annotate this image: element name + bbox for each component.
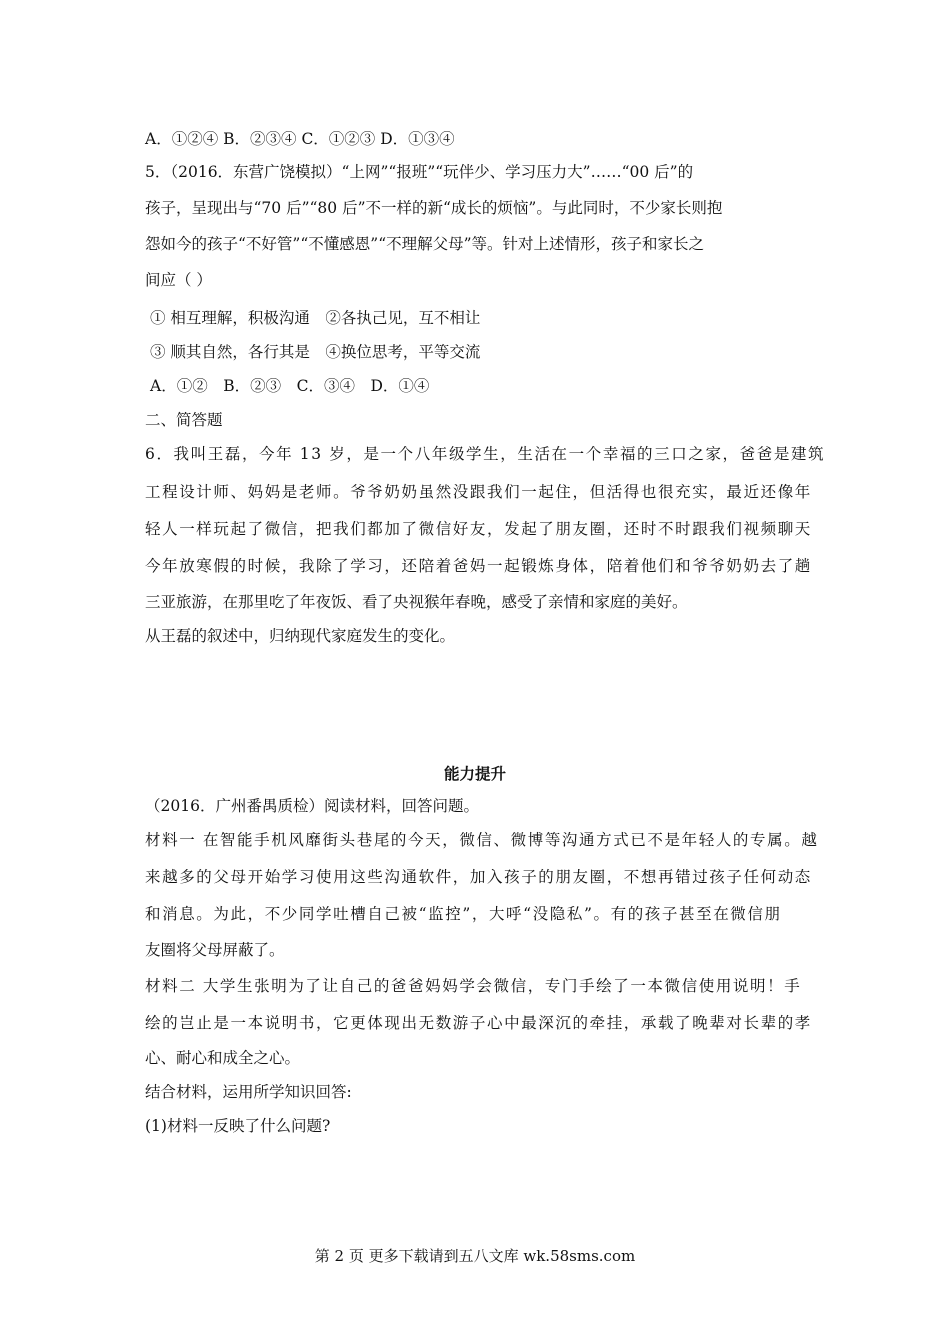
material-2-line-3: 心、耐心和成全之心。 bbox=[145, 1049, 301, 1067]
material-1-line-1: 材料一 在智能手机风靡街头巷尾的今天，微信、微博等沟通方式已不是年轻人的专属。越 bbox=[145, 831, 819, 849]
q6-question: 从王磊的叙述中，归纳现代家庭发生的变化。 bbox=[145, 627, 456, 645]
q6-line-1: 6．我叫王磊，今年 13 岁，是一个八年级学生，生活在一个幸福的三口之家，爸爸是建筑 bbox=[145, 445, 826, 463]
material-source: （2016．广州番禺质检）阅读材料，回答问题。 bbox=[145, 797, 479, 815]
material-1-line-2: 来越多的父母开始学习使用这些沟通软件，加入孩子的朋友圈，不想再错过孩子任何动态 bbox=[145, 868, 812, 886]
q5-item-1: ① 相互理解，积极沟通 ②各执己见，互不相让 bbox=[150, 309, 481, 327]
q6-line-4: 今年放寒假的时候，我除了学习，还陪着爸妈一起锻炼身体，陪着他们和爷爷奶奶去了趟 bbox=[145, 557, 812, 575]
page-footer: 第 2 页 更多下载请到五八文库 wk.58sms.com bbox=[314, 1247, 636, 1265]
material-2-line-2: 绘的岂止是一本说明书，它更体现出无数游子心中最深沉的牵挂，承载了晚辈对长辈的孝 bbox=[145, 1014, 812, 1032]
section-title-ability: 能力提升 bbox=[443, 764, 506, 783]
q4-options: A．①②④ B．②③④ C．①②③ D．①③④ bbox=[145, 130, 455, 148]
material-2-line-1: 材料二 大学生张明为了让自己的爸爸妈妈学会微信，专门手绘了一本微信使用说明！手 bbox=[145, 977, 802, 995]
q6-line-3: 轻人一样玩起了微信，把我们都加了微信好友，发起了朋友圈，还时不时跟我们视频聊天 bbox=[145, 520, 812, 538]
q5-line-3: 怨如今的孩子“不好管”“不懂感恩”“不理解父母”等。针对上述情形，孩子和家长之 bbox=[145, 235, 705, 253]
q5-line-4: 间应（ ） bbox=[145, 271, 212, 289]
section-heading-short-answer: 二、简答题 bbox=[145, 411, 223, 429]
question-1: (1)材料一反映了什么问题? bbox=[145, 1117, 331, 1135]
material-1-line-4: 友圈将父母屏蔽了。 bbox=[145, 941, 285, 959]
answer-prompt: 结合材料，运用所学知识回答: bbox=[145, 1083, 352, 1101]
q5-options: A．①② B．②③ C．③④ D．①④ bbox=[150, 377, 430, 395]
q5-line-2: 孩子，呈现出与“70 后”“80 后”不一样的新“成长的烦恼”。与此同时，不少家长则抱 bbox=[145, 199, 723, 217]
q6-line-5: 三亚旅游，在那里吃了年夜饭、看了央视猴年春晚，感受了亲情和家庭的美好。 bbox=[145, 593, 688, 611]
q5-item-2: ③ 顺其自然，各行其是 ④换位思考，平等交流 bbox=[150, 343, 481, 361]
material-1-line-3: 和消息。为此，不少同学吐槽自己被“监控”，大呼“没隐私”。有的孩子甚至在微信朋 bbox=[145, 905, 782, 923]
q5-line-1: 5．（2016．东营广饶模拟）“上网”“报班”“玩伴少、学习压力大”……“00 后”的 bbox=[145, 163, 694, 181]
q6-line-2: 工程设计师、妈妈是老师。爷爷奶奶虽然没跟我们一起住，但活得也很充实，最近还像年 bbox=[145, 483, 812, 501]
